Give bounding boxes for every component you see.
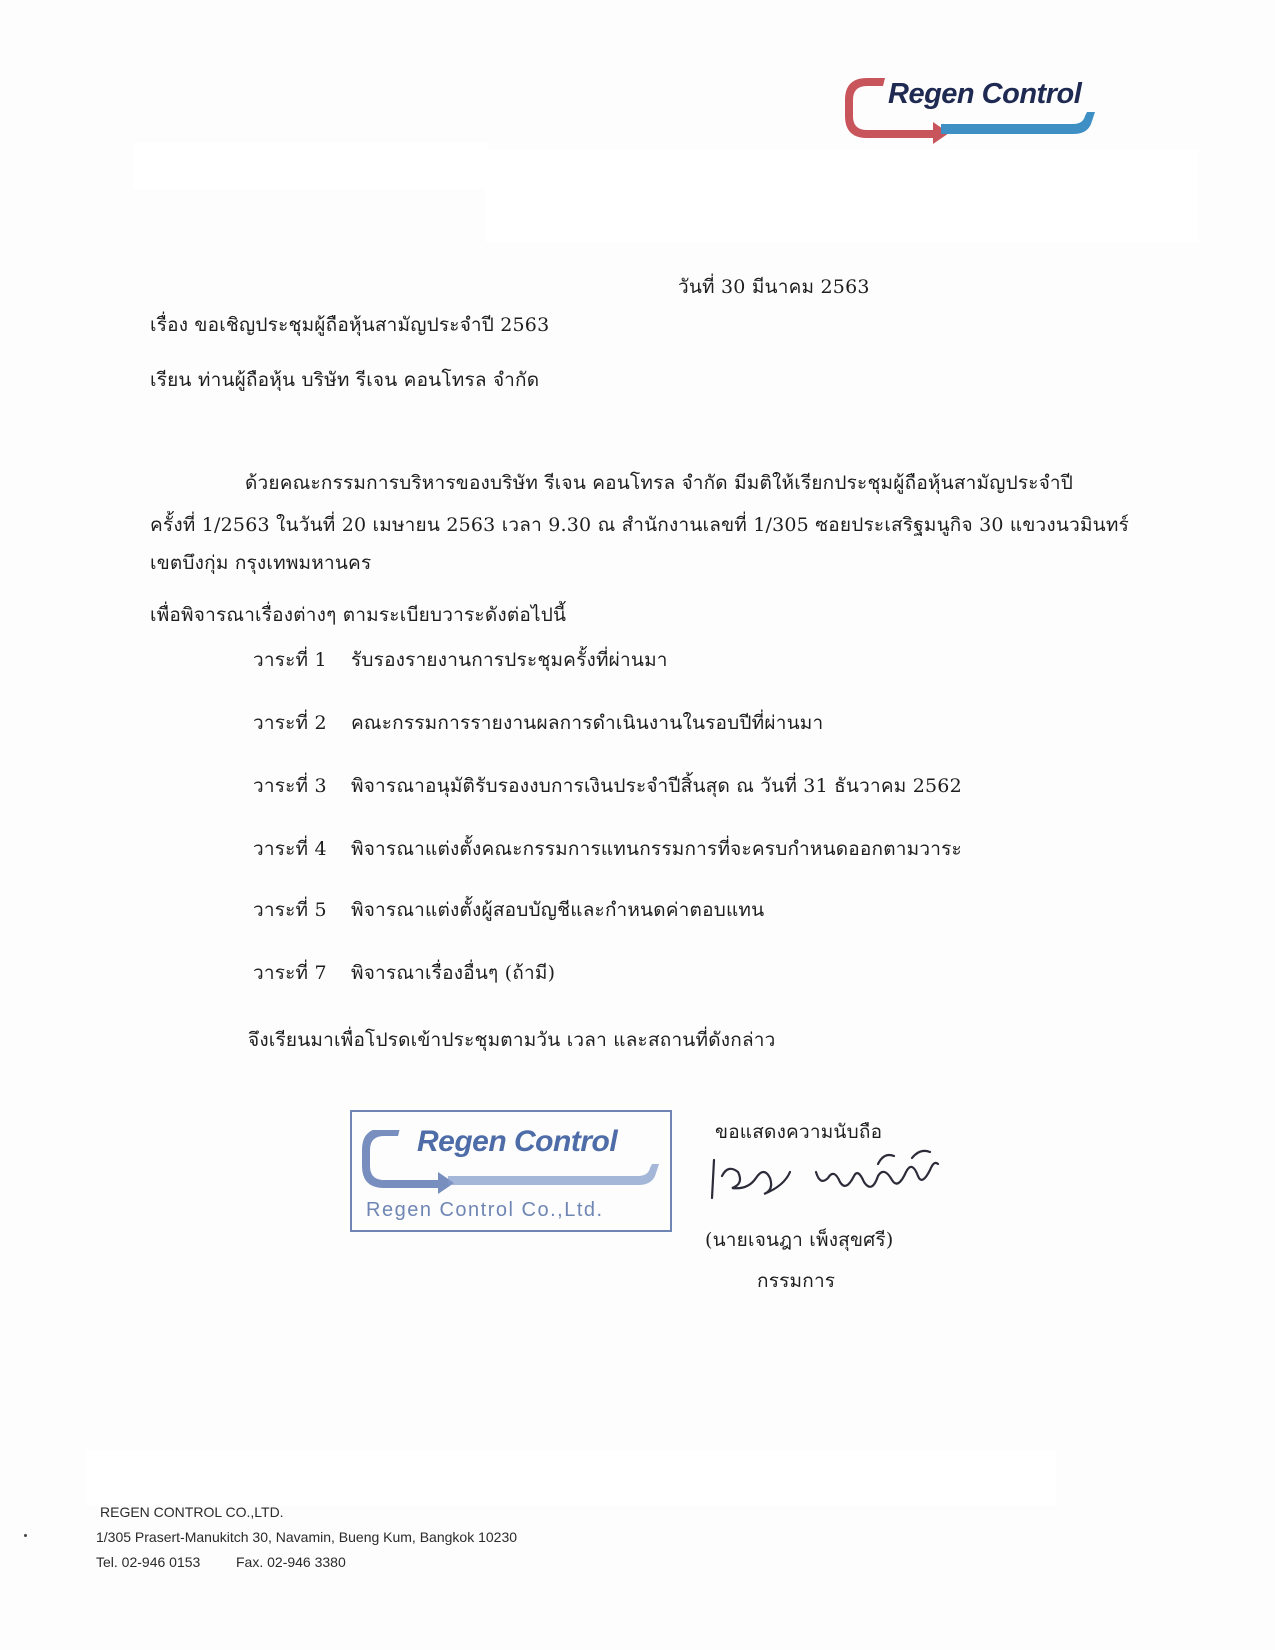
agenda-text: พิจารณาแต่งตั้งผู้สอบบัญชีและกำหนดค่าตอบแทน (351, 899, 765, 921)
agenda-text: พิจารณาแต่งตั้งคณะกรรมการแทนกรรมการที่จะครบกำหนดออกตามวาระ (351, 838, 962, 860)
agenda-text: รับรองรายงานการประชุมครั้งที่ผ่านมา (351, 649, 668, 671)
redaction-patch (485, 150, 1198, 242)
agenda-text: พิจารณาอนุมัติรับรองงบการเงินประจำปีสิ้นสุด ณ วันที่ 31 ธันวาคม 2562 (351, 775, 962, 797)
agenda-number: วาระที่ 5 (253, 899, 327, 921)
paragraph-line: เขตบึงกุ่ม กรุงเทพมหานคร (150, 552, 372, 574)
agenda-number: วาระที่ 1 (253, 649, 327, 671)
stamp-company-name: Regen Control Co.,Ltd. (366, 1199, 604, 1221)
agenda-item (253, 771, 962, 801)
scan-speck (24, 1534, 27, 1537)
paragraph-line: ด้วยคณะกรรมการบริหารของบริษัท รีเจน คอนโทรล จำกัด มีมติให้เรียกประชุมผู้ถือหุ้นสามัญประจำปี (245, 472, 1073, 494)
redaction-patch (86, 1450, 1056, 1505)
agenda-text: พิจารณาเรื่องอื่นๆ (ถ้ามี) (351, 962, 556, 984)
handwritten-signature-icon (708, 1142, 943, 1210)
closing-line: จึงเรียนมาเพื่อโปรดเข้าประชุมตามวัน เวลา และสถานที่ดังกล่าว (248, 1029, 776, 1051)
footer-telephone: Tel. 02-946 0153 (96, 1554, 201, 1570)
signer-title: กรรมการ (757, 1270, 836, 1292)
logo-text: Regen Control (888, 78, 1082, 110)
agenda-item (253, 834, 962, 864)
letter-subject: เรื่อง ขอเชิญประชุมผู้ถือหุ้นสามัญประจำปี 2563 (150, 314, 550, 336)
signer-name: (นายเจนฎา เพ็งสุขศรี) (705, 1229, 894, 1251)
footer-address: 1/305 Prasert-Manukitch 30, Navamin, Bueng Kum, Bangkok 10230 (96, 1529, 518, 1545)
letter-recipient: เรียน ท่านผู้ถือหุ้น บริษัท รีเจน คอนโทรล จำกัด (150, 369, 540, 391)
agenda-item (253, 708, 823, 738)
agenda-number: วาระที่ 7 (253, 962, 327, 984)
agenda-number: วาระที่ 3 (253, 775, 327, 797)
agenda-text: คณะกรรมการรายงานผลการดำเนินงานในรอบปีที่ผ่านมา (351, 712, 824, 734)
agenda-number: วาระที่ 4 (253, 838, 327, 860)
agenda-item (253, 958, 555, 988)
letter-date: วันที่ 30 มีนาคม 2563 (678, 276, 870, 298)
agenda-item (253, 895, 764, 925)
paragraph-line: ครั้งที่ 1/2563 ในวันที่ 20 เมษายน 2563 เวลา 9.30 ณ สำนักงานเลขที่ 1/305 ซอยประเสริฐมนูกิจ 30 แขวงนวมินทร์ (150, 514, 1129, 536)
stamp-brand-text: Regen Control (417, 1125, 618, 1158)
agenda-intro: เพื่อพิจารณาเรื่องต่างๆ ตามระเบียบวาระดังต่อไปนี้ (150, 604, 567, 626)
footer-company-name: REGEN CONTROL CO.,LTD. (100, 1504, 284, 1520)
regards-text: ขอแสดงความนับถือ (715, 1121, 883, 1143)
agenda-number: วาระที่ 2 (253, 712, 327, 734)
footer-fax: Fax. 02-946 3380 (236, 1554, 346, 1570)
redaction-patch (133, 143, 488, 189)
agenda-item (253, 645, 668, 675)
